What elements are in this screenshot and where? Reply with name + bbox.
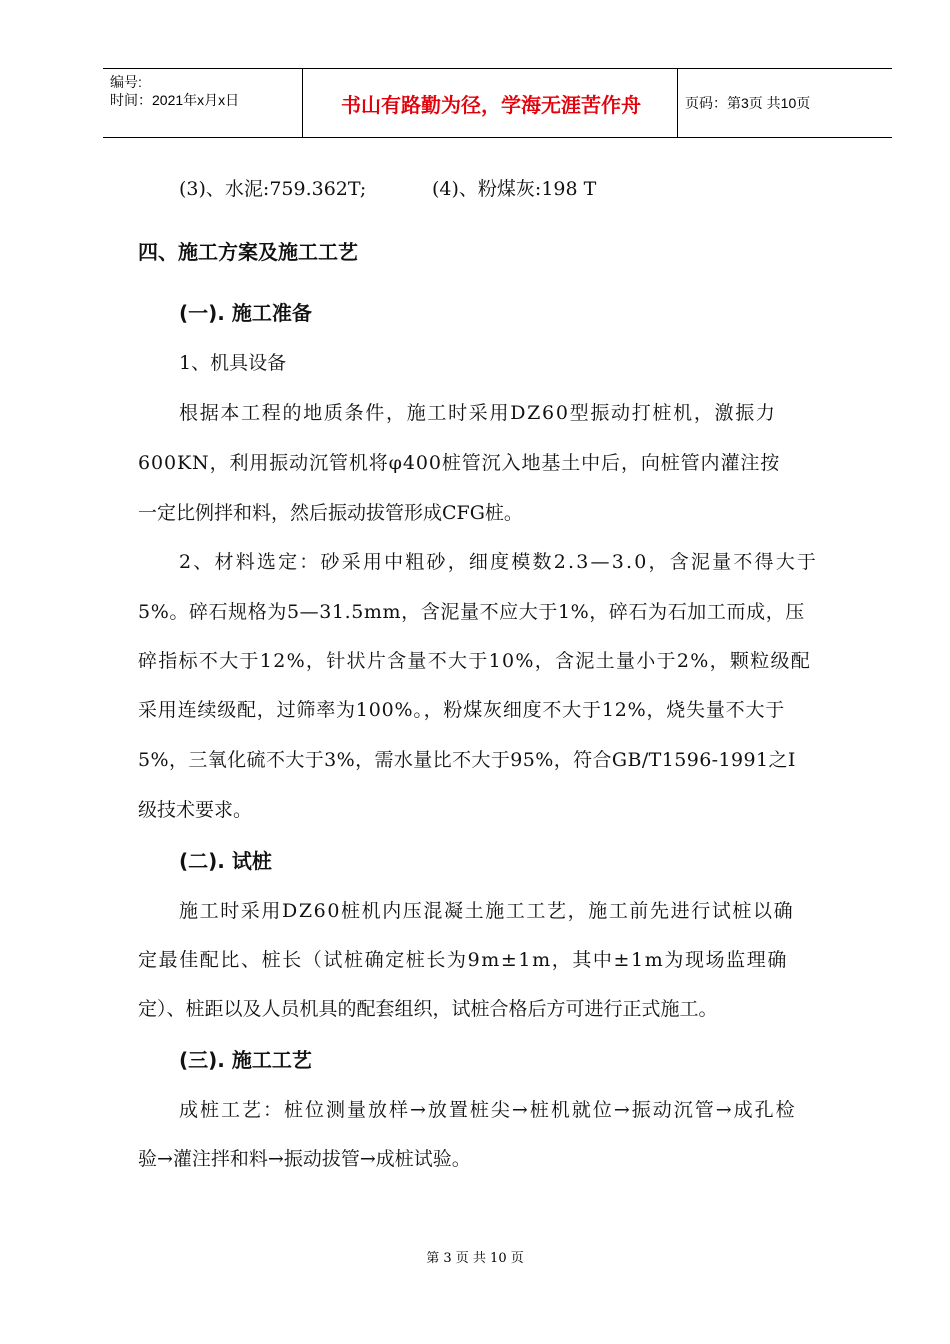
materials-cement: (3)、水泥:759.362T; xyxy=(179,178,367,200)
paragraph-line: 采用连续级配，过筛率为100%。，粉煤灰细度不大于12%，烧失量不大于 xyxy=(138,699,786,721)
header-motto: 书山有路勤为径，学海无涯苦作舟 xyxy=(341,92,641,117)
paragraph-line: 施工时采用DZ60桩机内压混凝土施工工艺，施工前先进行试桩以确 xyxy=(179,900,795,922)
paragraph-line: 成桩工艺：桩位测量放样→放置桩尖→桩机就位→振动沉管→成孔检 xyxy=(179,1099,797,1121)
paragraph-line: 碎指标不大于12%，针状片含量不大于10%，含泥土量小于2%，颗粒级配 xyxy=(138,650,812,672)
paragraph-line: 定最佳配比、桩长（试桩确定桩长为9m±1m，其中±1m为现场监理确 xyxy=(138,949,788,971)
page-header xyxy=(103,68,892,138)
paragraph-line: 5%，三氧化硫不大于3%，需水量比不大于95%，符合GB/T1596-1991之I xyxy=(138,749,796,771)
section-title: 四、施工方案及施工工艺 xyxy=(138,240,358,264)
header-page-info: 页码：第3页 共10页 xyxy=(685,95,811,111)
paragraph-line: 定）、桩距以及人员机具的配套组织，试桩合格后方可进行正式施工。 xyxy=(138,998,718,1020)
paragraph-line: 一定比例拌和料，然后振动拔管形成CFG桩。 xyxy=(138,502,523,524)
header-meta xyxy=(110,73,239,109)
subsection-title-trial: (二). 试桩 xyxy=(179,849,272,873)
page-footer: 第 3 页 共 10 页 xyxy=(426,1251,524,1266)
materials-flyash: (4)、粉煤灰:198 T xyxy=(432,178,597,200)
header-divider xyxy=(302,69,303,137)
number-label: 编号: xyxy=(110,74,142,90)
paragraph-line: 根据本工程的地质条件，施工时采用DZ60型振动打桩机，激振力 xyxy=(179,402,777,424)
subsection-title-process: (三). 施工工艺 xyxy=(179,1048,312,1072)
header-divider xyxy=(677,69,678,137)
paragraph-line: 验→灌注拌和料→振动拔管→成桩试验。 xyxy=(138,1148,471,1170)
paragraph-line: 5%。碎石规格为5—31.5mm，含泥量不应大于1%，碎石为石加工而成，压 xyxy=(138,601,805,623)
paragraph-line: 600KN，利用振动沉管机将φ400桩管沉入地基土中后，向桩管内灌注按 xyxy=(138,452,781,474)
paragraph-line: 2、材料选定：砂采用中粗砂，细度模数2.3—3.0，含泥量不得大于 xyxy=(179,551,819,573)
paragraph-line: 级技术要求。 xyxy=(138,799,253,821)
item-title-equipment: 1、机具设备 xyxy=(179,352,287,374)
time-label: 时间：2021年x月x日 xyxy=(110,92,240,108)
subsection-title-prep: (一). 施工准备 xyxy=(179,301,312,325)
